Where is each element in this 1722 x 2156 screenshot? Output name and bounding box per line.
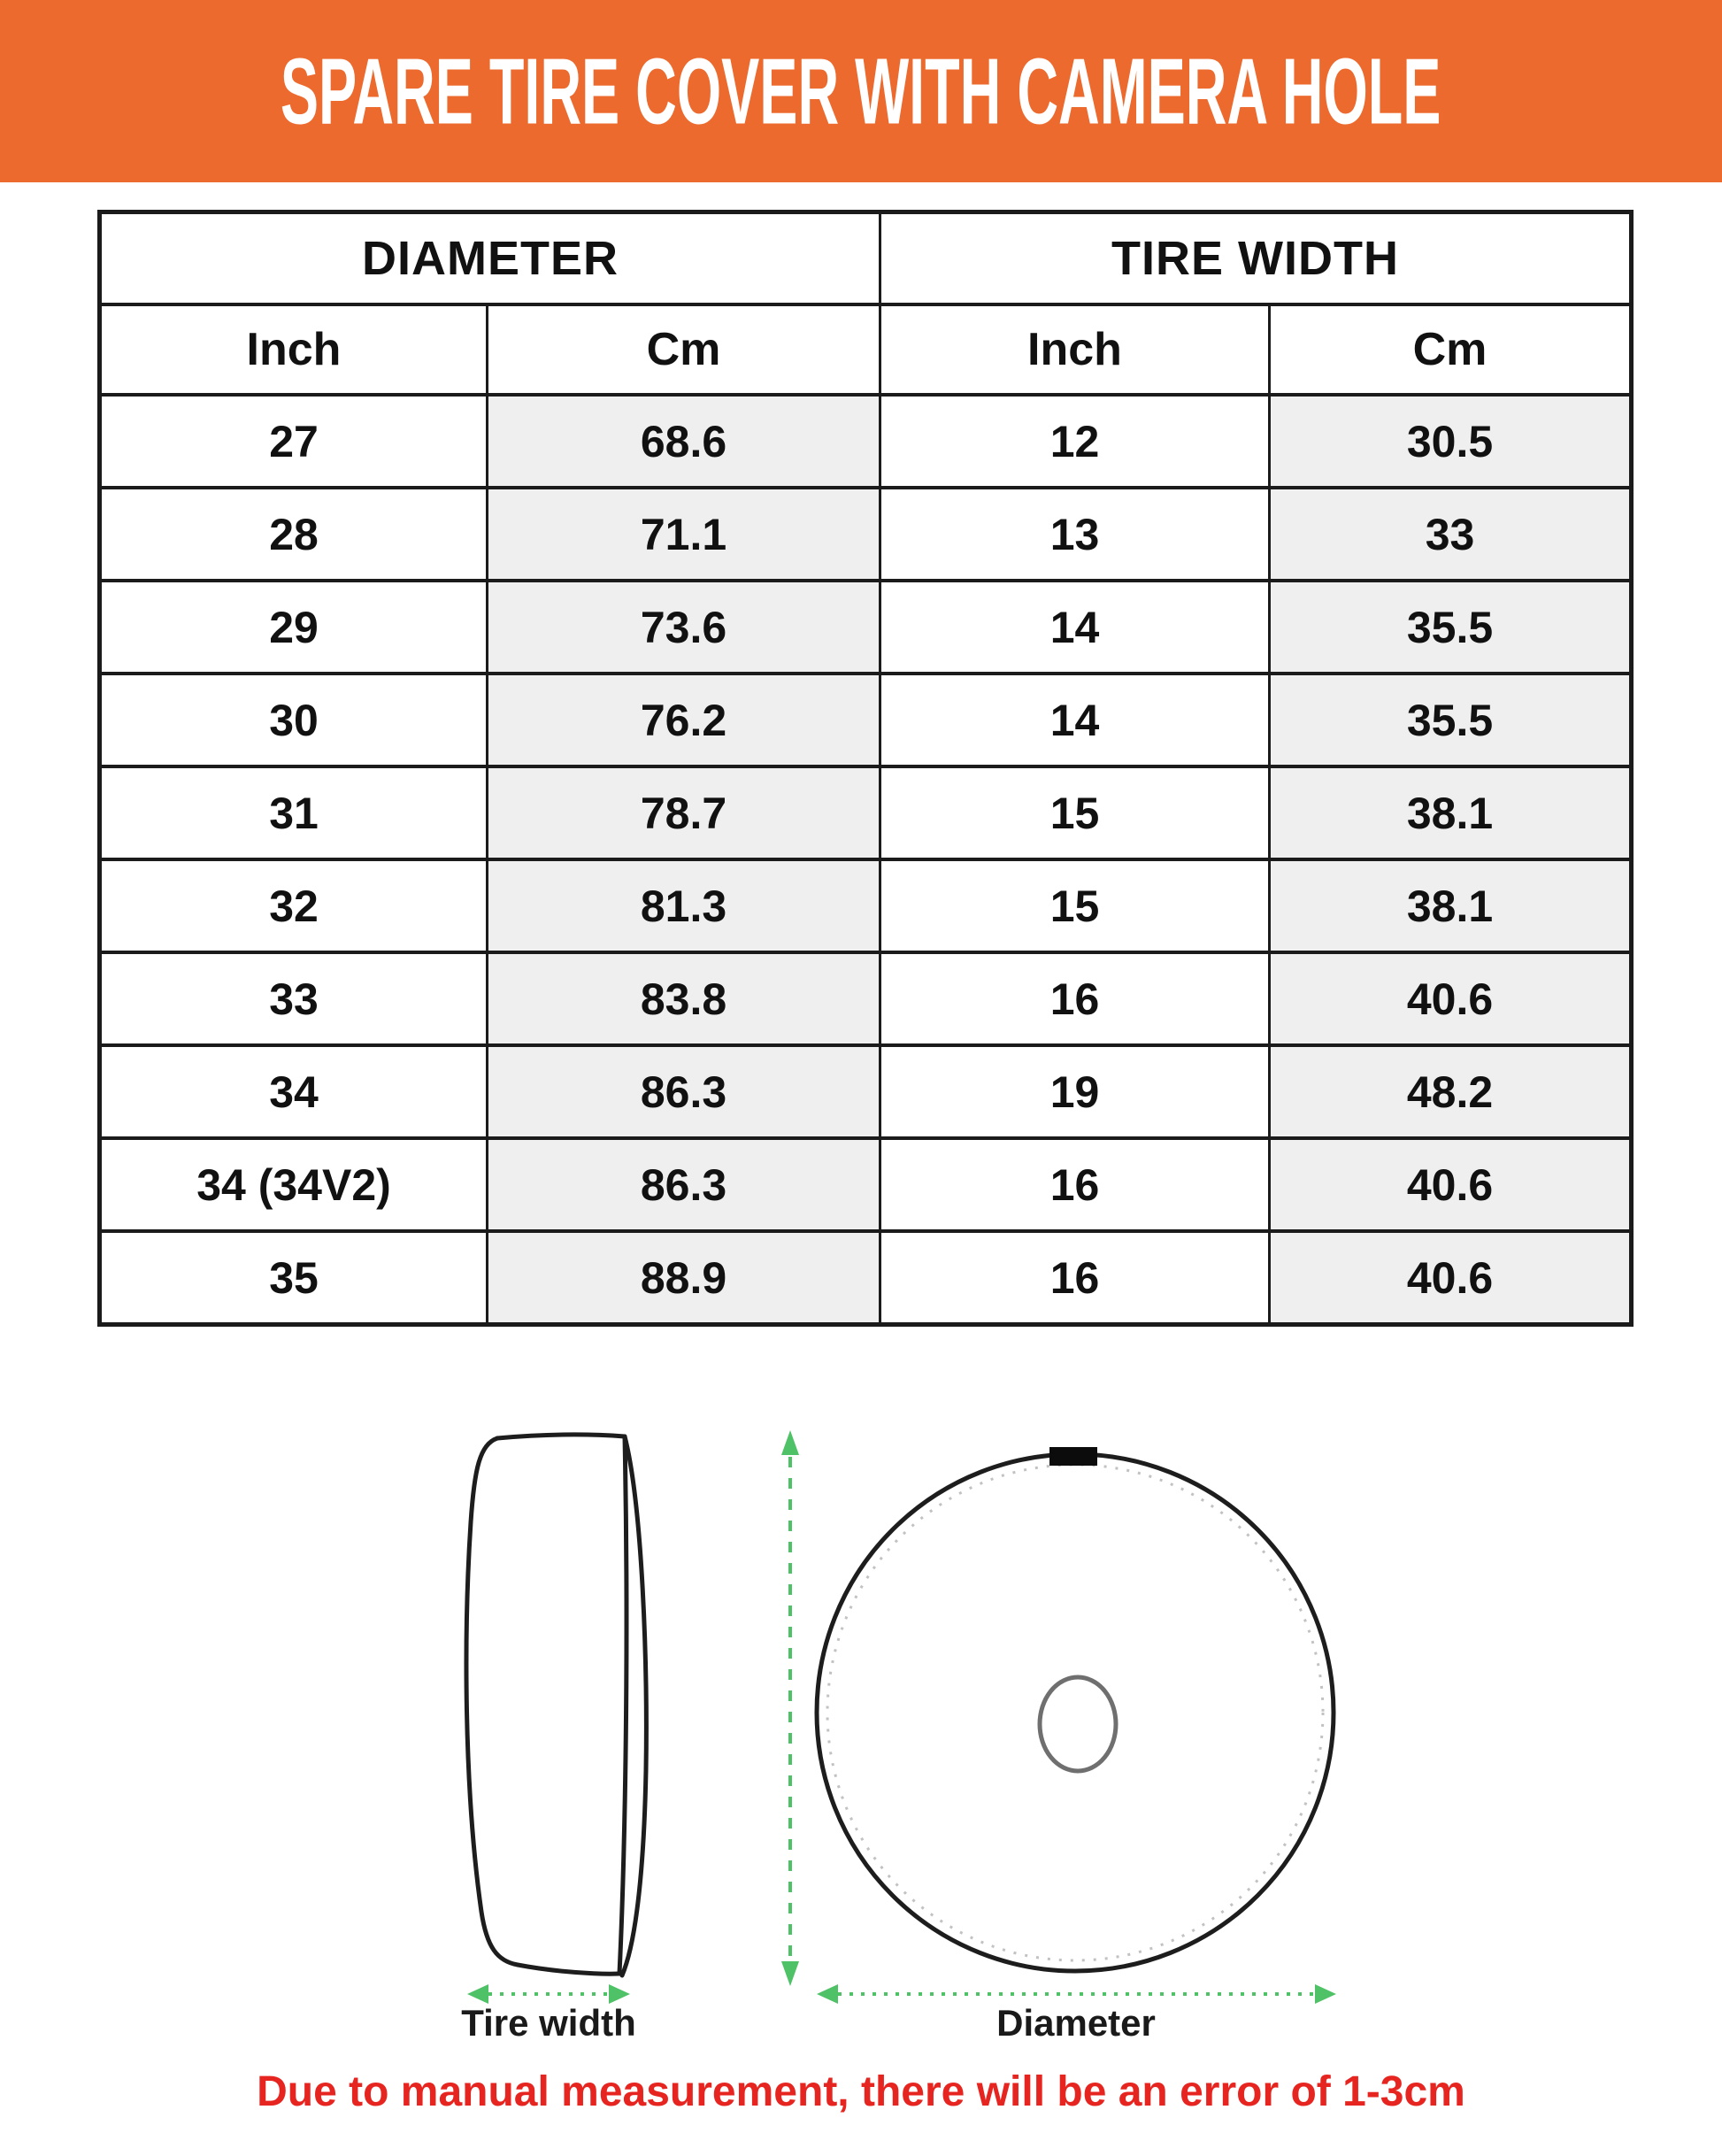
table-cell: 16 (880, 952, 1270, 1045)
table-cell: 29 (100, 581, 488, 674)
table-row (100, 766, 1632, 859)
table-row (100, 952, 1632, 1045)
banner (0, 0, 1722, 182)
diameter-arrow (817, 1984, 1336, 2004)
table-cell: 48.2 (1270, 1045, 1632, 1138)
table-cell: 28 (100, 488, 488, 581)
page-title: SPARE TIRE COVER WITH CAMERA HOLE (281, 38, 1441, 143)
table-row (100, 581, 1632, 674)
column-header-diameter-cm: Cm (488, 304, 880, 395)
table-cell: 35 (100, 1231, 488, 1325)
table-cell: 19 (880, 1045, 1270, 1138)
table-cell: 14 (880, 674, 1270, 766)
measurement-note: Due to manual measurement, there will be an error of 1-3cm (257, 2068, 1465, 2115)
diameter-label: Diameter (996, 2002, 1156, 2044)
size-table (97, 210, 1634, 1327)
tire-measurement-diagram (0, 1398, 1722, 2053)
table-row (100, 1231, 1632, 1325)
table-cell: 33 (1270, 488, 1632, 581)
camera-hole (1040, 1677, 1116, 1771)
table-cell: 40.6 (1270, 952, 1632, 1045)
hang-tab (1049, 1447, 1097, 1466)
table-row (100, 859, 1632, 952)
table-cell: 83.8 (488, 952, 880, 1045)
table-cell: 34 (100, 1045, 488, 1138)
table-cell: 27 (100, 395, 488, 488)
table-cell: 76.2 (488, 674, 880, 766)
diameter-vertical-arrow (781, 1430, 799, 1986)
table-cell: 35.5 (1270, 674, 1632, 766)
table-cell: 40.6 (1270, 1231, 1632, 1325)
table-row (100, 488, 1632, 581)
table-cell: 73.6 (488, 581, 880, 674)
table-cell: 68.6 (488, 395, 880, 488)
column-header-diameter-inch: Inch (100, 304, 488, 395)
table-row (100, 674, 1632, 766)
table-cell: 34 (34V2) (100, 1138, 488, 1231)
table-cell: 15 (880, 859, 1270, 952)
tire-front-view (817, 1447, 1334, 1971)
group-header-tire-width: TIRE WIDTH (880, 212, 1632, 305)
tire-width-label: Tire width (461, 2002, 636, 2044)
table-group-header-row (100, 212, 1632, 305)
table-cell: 31 (100, 766, 488, 859)
table-cell: 15 (880, 766, 1270, 859)
table-cell: 30.5 (1270, 395, 1632, 488)
table-row (100, 1138, 1632, 1231)
tire-side-view (466, 1435, 646, 1975)
table-cell: 78.7 (488, 766, 880, 859)
column-header-width-inch: Inch (880, 304, 1270, 395)
table-row (100, 395, 1632, 488)
table-cell: 71.1 (488, 488, 880, 581)
column-header-width-cm: Cm (1270, 304, 1632, 395)
table-cell: 35.5 (1270, 581, 1632, 674)
table-cell: 40.6 (1270, 1138, 1632, 1231)
table-cell: 33 (100, 952, 488, 1045)
table-cell: 38.1 (1270, 766, 1632, 859)
table-cell: 86.3 (488, 1045, 880, 1138)
table-cell: 13 (880, 488, 1270, 581)
table-cell: 16 (880, 1138, 1270, 1231)
table-cell: 14 (880, 581, 1270, 674)
table-cell: 32 (100, 859, 488, 952)
group-header-diameter: DIAMETER (100, 212, 880, 305)
table-column-header-row (100, 304, 1632, 395)
table-cell: 30 (100, 674, 488, 766)
table-cell: 88.9 (488, 1231, 880, 1325)
table-cell: 12 (880, 395, 1270, 488)
table-row (100, 1045, 1632, 1138)
tire-width-arrow (467, 1984, 630, 2004)
table-cell: 86.3 (488, 1138, 880, 1231)
table-cell: 16 (880, 1231, 1270, 1325)
table-cell: 38.1 (1270, 859, 1632, 952)
table-cell: 81.3 (488, 859, 880, 952)
